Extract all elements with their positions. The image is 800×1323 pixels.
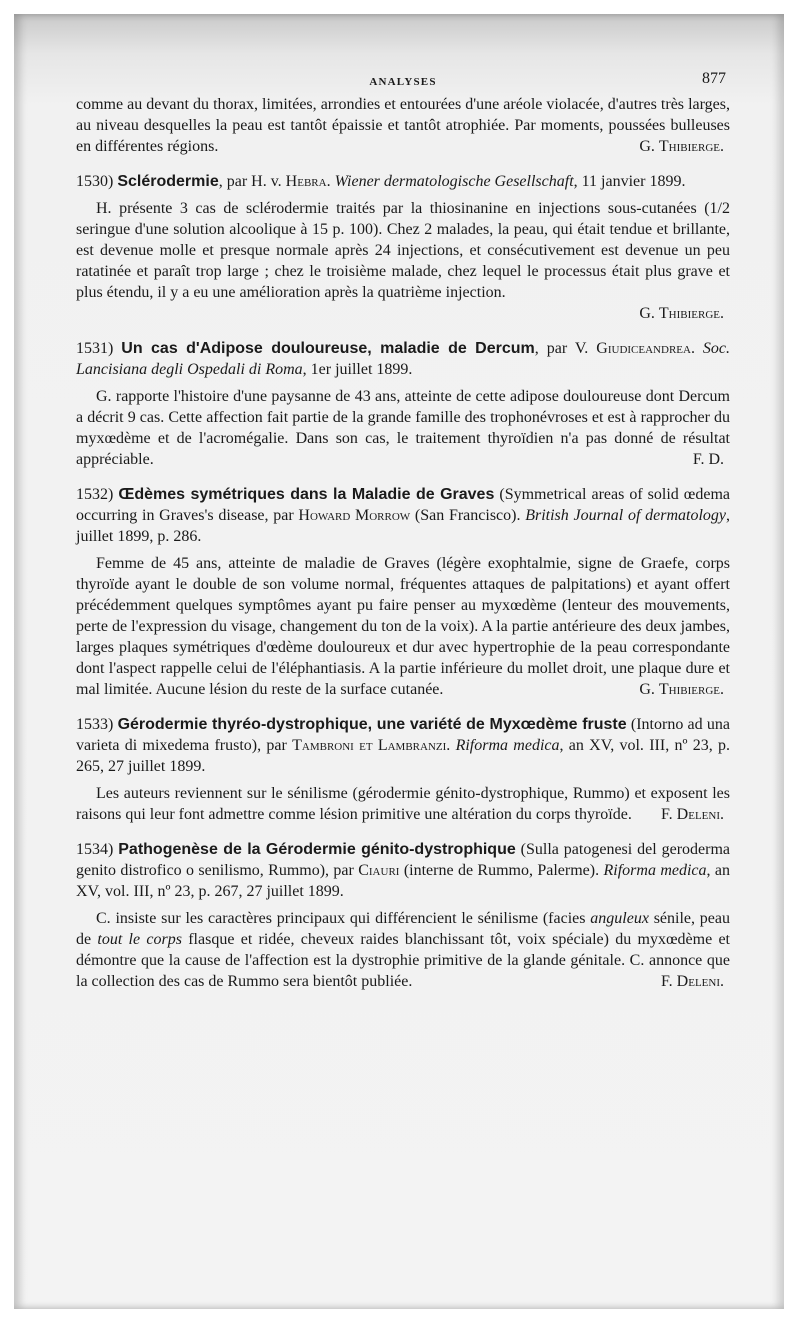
entry-body: G. rapporte l'histoire d'une paysanne de 43 ans, atteinte de cette adipose douloureuse dont Dercum a décrit 9 cas. Cette affection fait partie de la grande famille des trophonévroses et est à rapprocher du myxœdème et de l'acromégalie. Dans son cas, le traitement thyroïdien n'a pas donné de résultat appréciable. F. D.	[76, 388, 730, 468]
signature: F. Deleni.	[661, 973, 724, 990]
entry-heading: 1531) Un cas d'Adipose douloureuse, maladie de Dercum, par V. Giudiceandrea. Soc. Lancisiana degli Ospedali di Roma, 1er juillet 1899.	[76, 340, 731, 378]
page-number: 877	[702, 70, 726, 87]
page-text	[76, 66, 730, 992]
entry-body: H. présente 3 cas de sclérodermie traités par la thiosinanine en injections sous-cutanées (1/2 seringue d'une solution alcoolique à 15 p. 100). Chez 2 malades, la peau, qui était tendue et brillante, est devenue molle et presque normale après 24 injections, et consécutivement est devenue un peu ratatinée et paraît trop large ; chez le troisième malade, chez lequel le processus était plus grave et plus étendu, il y a eu une amélioration après la quatrième injection.	[76, 200, 730, 301]
signature: F. Deleni.	[661, 806, 724, 823]
entry-title: Gérodermie thyréo-dystrophique, une variété de Myxœdème fruste	[117, 716, 627, 733]
entry-body: C. insiste sur les caractères principaux qui différencient le sénilisme (facies anguleux sénile, peau de tout le corps flasque et ridée, cheveux raides blanchissant tôt, voix spéciale) du myxœdème et démontre que la cause de l'affection est la dystrophie primitive de la glande génitale. C. annonce que la collection des cas de Rummo sera bientôt publiée. F. Deleni.	[76, 910, 731, 990]
entry-heading: 1532) Œdèmes symétriques dans la Maladie de Graves (Symmetrical areas of solid œdema occurring in Graves's disease, par Howard Morrow (San Francisco). British Journal of dermatology, juillet 1899, p. 286.	[76, 486, 731, 545]
entry-body: Les auteurs reviennent sur le sénilisme (gérodermie génito-dystrophique, Rummo) et exposent les raisons qui leur font admettre comme lésion primitive une altération du corps thyroïde. F. Deleni.	[76, 785, 730, 823]
signature: G. Thibierge.	[639, 681, 724, 698]
entry-heading: 1534) Pathogenèse de la Gérodermie génito-dystrophique (Sulla patogenesi del geroderma genito distrofico o senilismo, Rummo), par Ciauri (interne de Rummo, Palerme). Riforma medica, an XV, vol. III, nº 23, p. 267, 27 juillet 1899.	[76, 841, 731, 900]
entry-title: Un cas d'Adipose douloureuse, maladie de Dercum	[121, 340, 535, 357]
entry-heading: 1530) Sclérodermie, par H. v. Hebra. Wiener dermatologische Gesellschaft, 11 janvier 1899.	[76, 173, 686, 190]
continuation-paragraph: comme au devant du thorax, limitées, arrondies et entourées d'une aréole violacée, d'autres très larges, au niveau desquelles la peau est tantôt épaissie et tantôt atrophiée. Par moments, poussées bulleuses en différentes régions. G. Thibierge.	[76, 96, 730, 155]
entry-title: Œdèmes symétriques dans la Maladie de Graves	[118, 486, 495, 503]
entry-1530	[76, 171, 730, 324]
scanned-page	[14, 14, 784, 1309]
entry-1534	[76, 839, 730, 992]
signature: G. Thibierge.	[639, 138, 724, 155]
entry-body: Femme de 45 ans, atteinte de maladie de Graves (légère exophtalmie, signe de Graefe, corps thyroïde ayant le double de son volume normal, fréquentes attaques de palpitations) et ayant offert précédemment quelques symptômes ayant pu faire penser au myxœdème (lenteur des mouvements, perte de l'expression du visage, changement du ton de la voix). A la partie antérieure des deux jambes, larges plaques symétriques d'œdème douloureux et dur avec hypertrophie de la peau correspondante dont l'aspect rappelle celui de l'éléphantiasis. A la partie inférieure du mollet droit, une plaque dure et mal limitée. Aucune lésion du reste de la surface cutanée. G. Thibierge.	[76, 555, 730, 698]
entry-title: Pathogenèse de la Gérodermie génito-dystrophique	[118, 841, 516, 858]
entry-1533	[76, 714, 730, 825]
running-head: ANALYSES	[369, 76, 437, 88]
signature: G. Thibierge.	[639, 305, 724, 322]
entry-heading: 1533) Gérodermie thyréo-dystrophique, une variété de Myxœdème fruste (Intorno ad una varieta di mixedema frusto), par Tambroni et Lambranzi. Riforma medica, an XV, vol. III, nº 23, p. 265, 27 juillet 1899.	[76, 716, 731, 775]
entry-1531	[76, 338, 730, 470]
page-header	[76, 66, 730, 92]
entry-1532	[76, 484, 730, 700]
signature: F. D.	[692, 451, 724, 468]
entry-title: Sclérodermie	[117, 173, 219, 190]
